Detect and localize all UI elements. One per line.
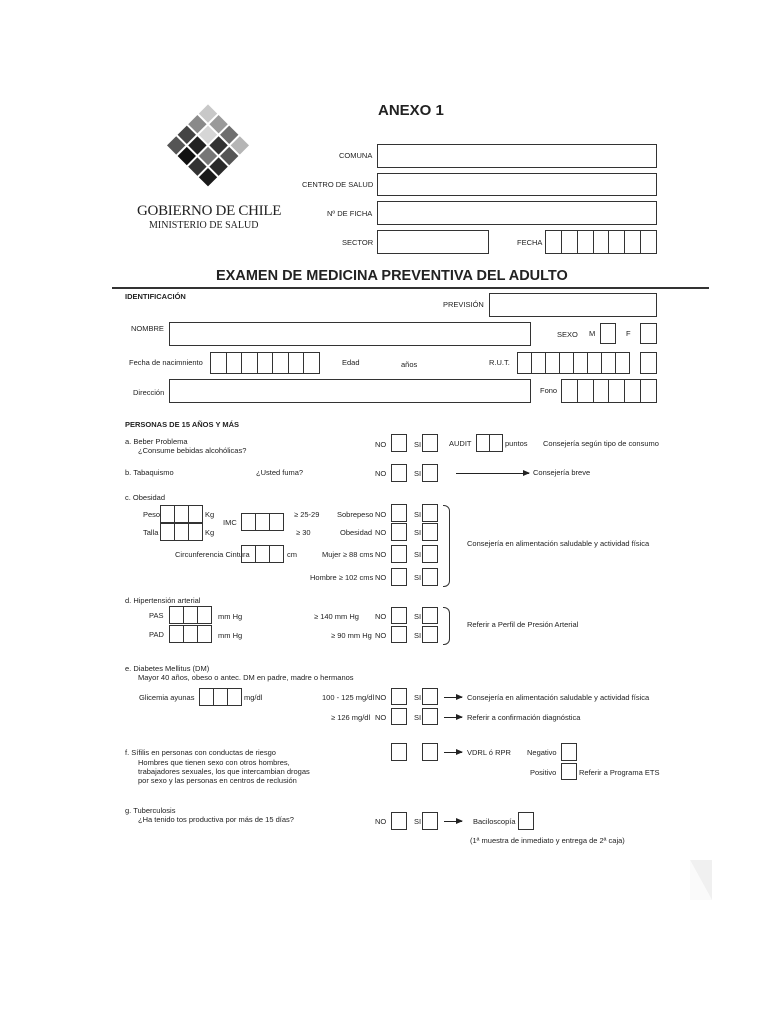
sexo-m-box[interactable] (600, 323, 616, 344)
f-box-2[interactable] (422, 743, 438, 761)
b-consejeria: Consejería breve (533, 468, 591, 477)
fono-label: Fono (540, 386, 558, 395)
g-arrow-icon (444, 821, 462, 822)
nombre-field[interactable] (169, 322, 531, 346)
imc-field[interactable] (241, 513, 284, 531)
d-brace-icon (443, 607, 450, 645)
e-si-label-1: SI (414, 693, 422, 702)
e-sub: Mayor 40 años, obeso o antec. DM en padre, madre o hermanos (138, 673, 354, 682)
glic-range-1: 100 - 125 mg/dl (322, 693, 375, 702)
fecha-nac-label: Fecha de nacimniento (129, 358, 203, 367)
anexo-title: ANEXO 1 (378, 102, 444, 119)
page-curl-icon (690, 860, 720, 900)
mujer-label: Mujer ≥ 88 cms (322, 550, 374, 559)
d-referir: Referir a Perfil de Presión Arterial (467, 620, 579, 629)
gov-name: GOBIERNO DE CHILE (137, 203, 282, 219)
audit-field[interactable] (476, 434, 503, 452)
f-line-2: trabajadores sexuales, los que intercambian drogas (138, 767, 310, 776)
e-no-label-1: NO (375, 693, 387, 702)
f-title: f. Sífilis en personas con conductas de riesgo (125, 748, 276, 757)
a-no-label: NO (375, 440, 387, 449)
section-15-heading: PERSONAS DE 15 AÑOS Y MÁS (125, 420, 240, 429)
g-no-box[interactable] (391, 812, 407, 830)
e-si-box-2[interactable] (422, 708, 438, 725)
baciloscopia-label: Baciloscopía (473, 817, 516, 826)
sobrepeso-label: Sobrepeso (337, 510, 374, 519)
f-line-1: Hombres que tienen sexo con otros hombres, (138, 758, 290, 767)
g-si-box[interactable] (422, 812, 438, 830)
imc-range-2: ≥ 30 (296, 528, 311, 537)
pad-range: ≥ 90 mm Hg (331, 631, 372, 640)
baciloscopia-box[interactable] (518, 812, 534, 830)
e-result-2: Referir a confirmación diagnóstica (467, 713, 581, 722)
fono-field[interactable] (561, 379, 657, 403)
glicemia-field[interactable] (199, 688, 242, 706)
c-si-label-1: SI (414, 510, 422, 519)
g-si-label: SI (414, 817, 422, 826)
ident-heading: IDENTIFICACIÓN (125, 292, 186, 301)
d-no-box-1[interactable] (391, 607, 407, 624)
c-no-box-3[interactable] (391, 545, 407, 563)
a-consejeria: Consejería según tipo de consumo (543, 439, 659, 448)
d-no-label-1: NO (375, 612, 387, 621)
f-referir: Referir a Programa ETS (579, 768, 660, 777)
rut-label: R.U.T. (489, 358, 510, 367)
a-no-box[interactable] (391, 434, 407, 452)
g-nota: (1ª muestra de inmediato y entrega de 2ª caja) (470, 836, 625, 845)
b-no-box[interactable] (391, 464, 407, 482)
e-title: e. Diabetes Mellitus (DM) (125, 664, 210, 673)
glic-range-2: ≥ 126 mg/dl (331, 713, 371, 722)
e-result-1: Consejería en alimentación saludable y actividad física (467, 693, 650, 702)
anos-label: años (401, 360, 418, 369)
pad-field[interactable] (169, 625, 212, 643)
nombre-label: NOMBRE (131, 324, 164, 333)
e-si-label-2: SI (414, 713, 422, 722)
b-question: ¿Usted fuma? (256, 468, 304, 477)
sexo-label: SEXO (557, 330, 578, 339)
ministry-name: MINISTERIO DE SALUD (149, 220, 259, 231)
c-no-box-1[interactable] (391, 504, 407, 522)
negativo-label: Negativo (527, 748, 557, 757)
mmhg-label-2: mm Hg (218, 631, 243, 640)
pad-label: PAD (149, 630, 164, 639)
talla-label: Talla (143, 528, 159, 537)
fecha-nac-field[interactable] (210, 352, 320, 374)
c-title: c. Obesidad (125, 493, 166, 502)
gobierno-logo-icon (160, 96, 256, 192)
centro-label: CENTRO DE SALUD (302, 180, 374, 189)
c-consejeria: Consejería en alimentación saludable y actividad física (467, 539, 650, 548)
g-question: ¿Ha tenido tos productiva por más de 15 días? (138, 815, 294, 824)
pas-range: ≥ 140 mm Hg (314, 612, 359, 621)
mgdl-label: mg/dl (244, 693, 263, 702)
peso-label: Peso (143, 510, 161, 519)
fecha-field[interactable] (545, 230, 657, 254)
c-no-label-1: NO (375, 510, 387, 519)
obesidad-label: Obesidad (340, 528, 373, 537)
fecha-label: FECHA (517, 238, 543, 247)
centro-salud-field[interactable] (377, 173, 657, 196)
g-title: g. Tuberculosis (125, 806, 176, 815)
b-arrow-icon (456, 473, 529, 474)
imc-label: IMC (223, 518, 237, 527)
f-arrow-icon (444, 752, 462, 753)
b-si-label: SI (414, 469, 422, 478)
vdrl-label: VDRL ó RPR (467, 748, 511, 757)
a-si-label: SI (414, 440, 422, 449)
e-si-box-1[interactable] (422, 688, 438, 705)
c-si-box-2[interactable] (422, 523, 438, 541)
sector-label: SECTOR (342, 238, 374, 247)
ficha-label: Nº DE FICHA (327, 209, 373, 218)
comuna-label: COMUNA (339, 151, 373, 160)
c-no-label-2: NO (375, 528, 387, 537)
c-si-box-1[interactable] (422, 504, 438, 522)
cm-label: cm (287, 550, 297, 559)
form-title: EXAMEN DE MEDICINA PREVENTIVA DEL ADULTO (216, 268, 568, 284)
d-title: d. Hipertensión arterial (125, 596, 201, 605)
c-si-box-4[interactable] (422, 568, 438, 586)
c-si-label-3: SI (414, 550, 422, 559)
b-si-box[interactable] (422, 464, 438, 482)
peso-field[interactable] (160, 505, 203, 523)
g-no-label: NO (375, 817, 387, 826)
a-si-box[interactable] (422, 434, 438, 452)
hombre-label: Hombre ≥ 102 cms (310, 573, 374, 582)
e-no-label-2: NO (375, 713, 387, 722)
d-no-box-2[interactable] (391, 626, 407, 643)
mmhg-label-1: mm Hg (218, 612, 243, 621)
comuna-field[interactable] (377, 144, 657, 168)
a-question: ¿Consume bebidas alcohólicas? (138, 446, 247, 455)
prevision-field[interactable] (489, 293, 657, 317)
sector-field[interactable] (377, 230, 489, 254)
pas-field[interactable] (169, 606, 212, 624)
rut-field[interactable] (517, 352, 630, 374)
e-arrow-icon-2 (444, 717, 462, 718)
puntos-label: puntos (505, 439, 528, 448)
direccion-field[interactable] (169, 379, 531, 403)
f-line-3: por sexo y las personas en centros de reclusión (138, 776, 297, 785)
ficha-field[interactable] (377, 201, 657, 225)
circ-label: Circunferencia Cintura (175, 550, 250, 559)
d-no-label-2: NO (375, 631, 387, 640)
direccion-label: Dirección (133, 388, 165, 397)
c-si-box-3[interactable] (422, 545, 438, 563)
c-no-label-4: NO (375, 573, 387, 582)
c-no-box-2[interactable] (391, 523, 407, 541)
prevision-label: PREVISIÓN (443, 300, 484, 309)
negativo-box[interactable] (561, 743, 577, 761)
c-no-label-3: NO (375, 550, 387, 559)
circ-field[interactable] (241, 545, 284, 563)
positivo-label: Positivo (530, 768, 557, 777)
f-box-1[interactable] (391, 743, 407, 761)
rut-dv-box[interactable] (640, 352, 657, 374)
b-no-label: NO (375, 469, 387, 478)
c-si-label-4: SI (414, 573, 422, 582)
b-title: b. Tabaquismo (125, 468, 174, 477)
sexo-m-label: M (589, 329, 596, 338)
d-si-label-1: SI (414, 612, 422, 621)
kg-label-1: Kg (205, 510, 215, 519)
glicemia-label: Glicemia ayunas (139, 693, 195, 702)
d-si-box-2[interactable] (422, 626, 438, 643)
d-si-label-2: SI (414, 631, 422, 640)
imc-range-1: ≥ 25-29 (294, 510, 320, 519)
a-title: a. Beber Problema (125, 437, 188, 446)
talla-field[interactable] (160, 523, 203, 541)
pas-label: PAS (149, 611, 164, 620)
audit-label: AUDIT (449, 439, 472, 448)
positivo-box[interactable] (561, 763, 577, 780)
c-brace-icon (443, 505, 450, 587)
c-no-box-4[interactable] (391, 568, 407, 586)
e-no-box-1[interactable] (391, 688, 407, 705)
sexo-f-box[interactable] (640, 323, 657, 344)
e-arrow-icon-1 (444, 697, 462, 698)
c-si-label-2: SI (414, 528, 422, 537)
edad-label: Edad (342, 358, 360, 367)
d-si-box-1[interactable] (422, 607, 438, 624)
e-no-box-2[interactable] (391, 708, 407, 725)
title-rule (112, 287, 709, 289)
sexo-f-label: F (626, 329, 631, 338)
kg-label-2: Kg (205, 528, 215, 537)
